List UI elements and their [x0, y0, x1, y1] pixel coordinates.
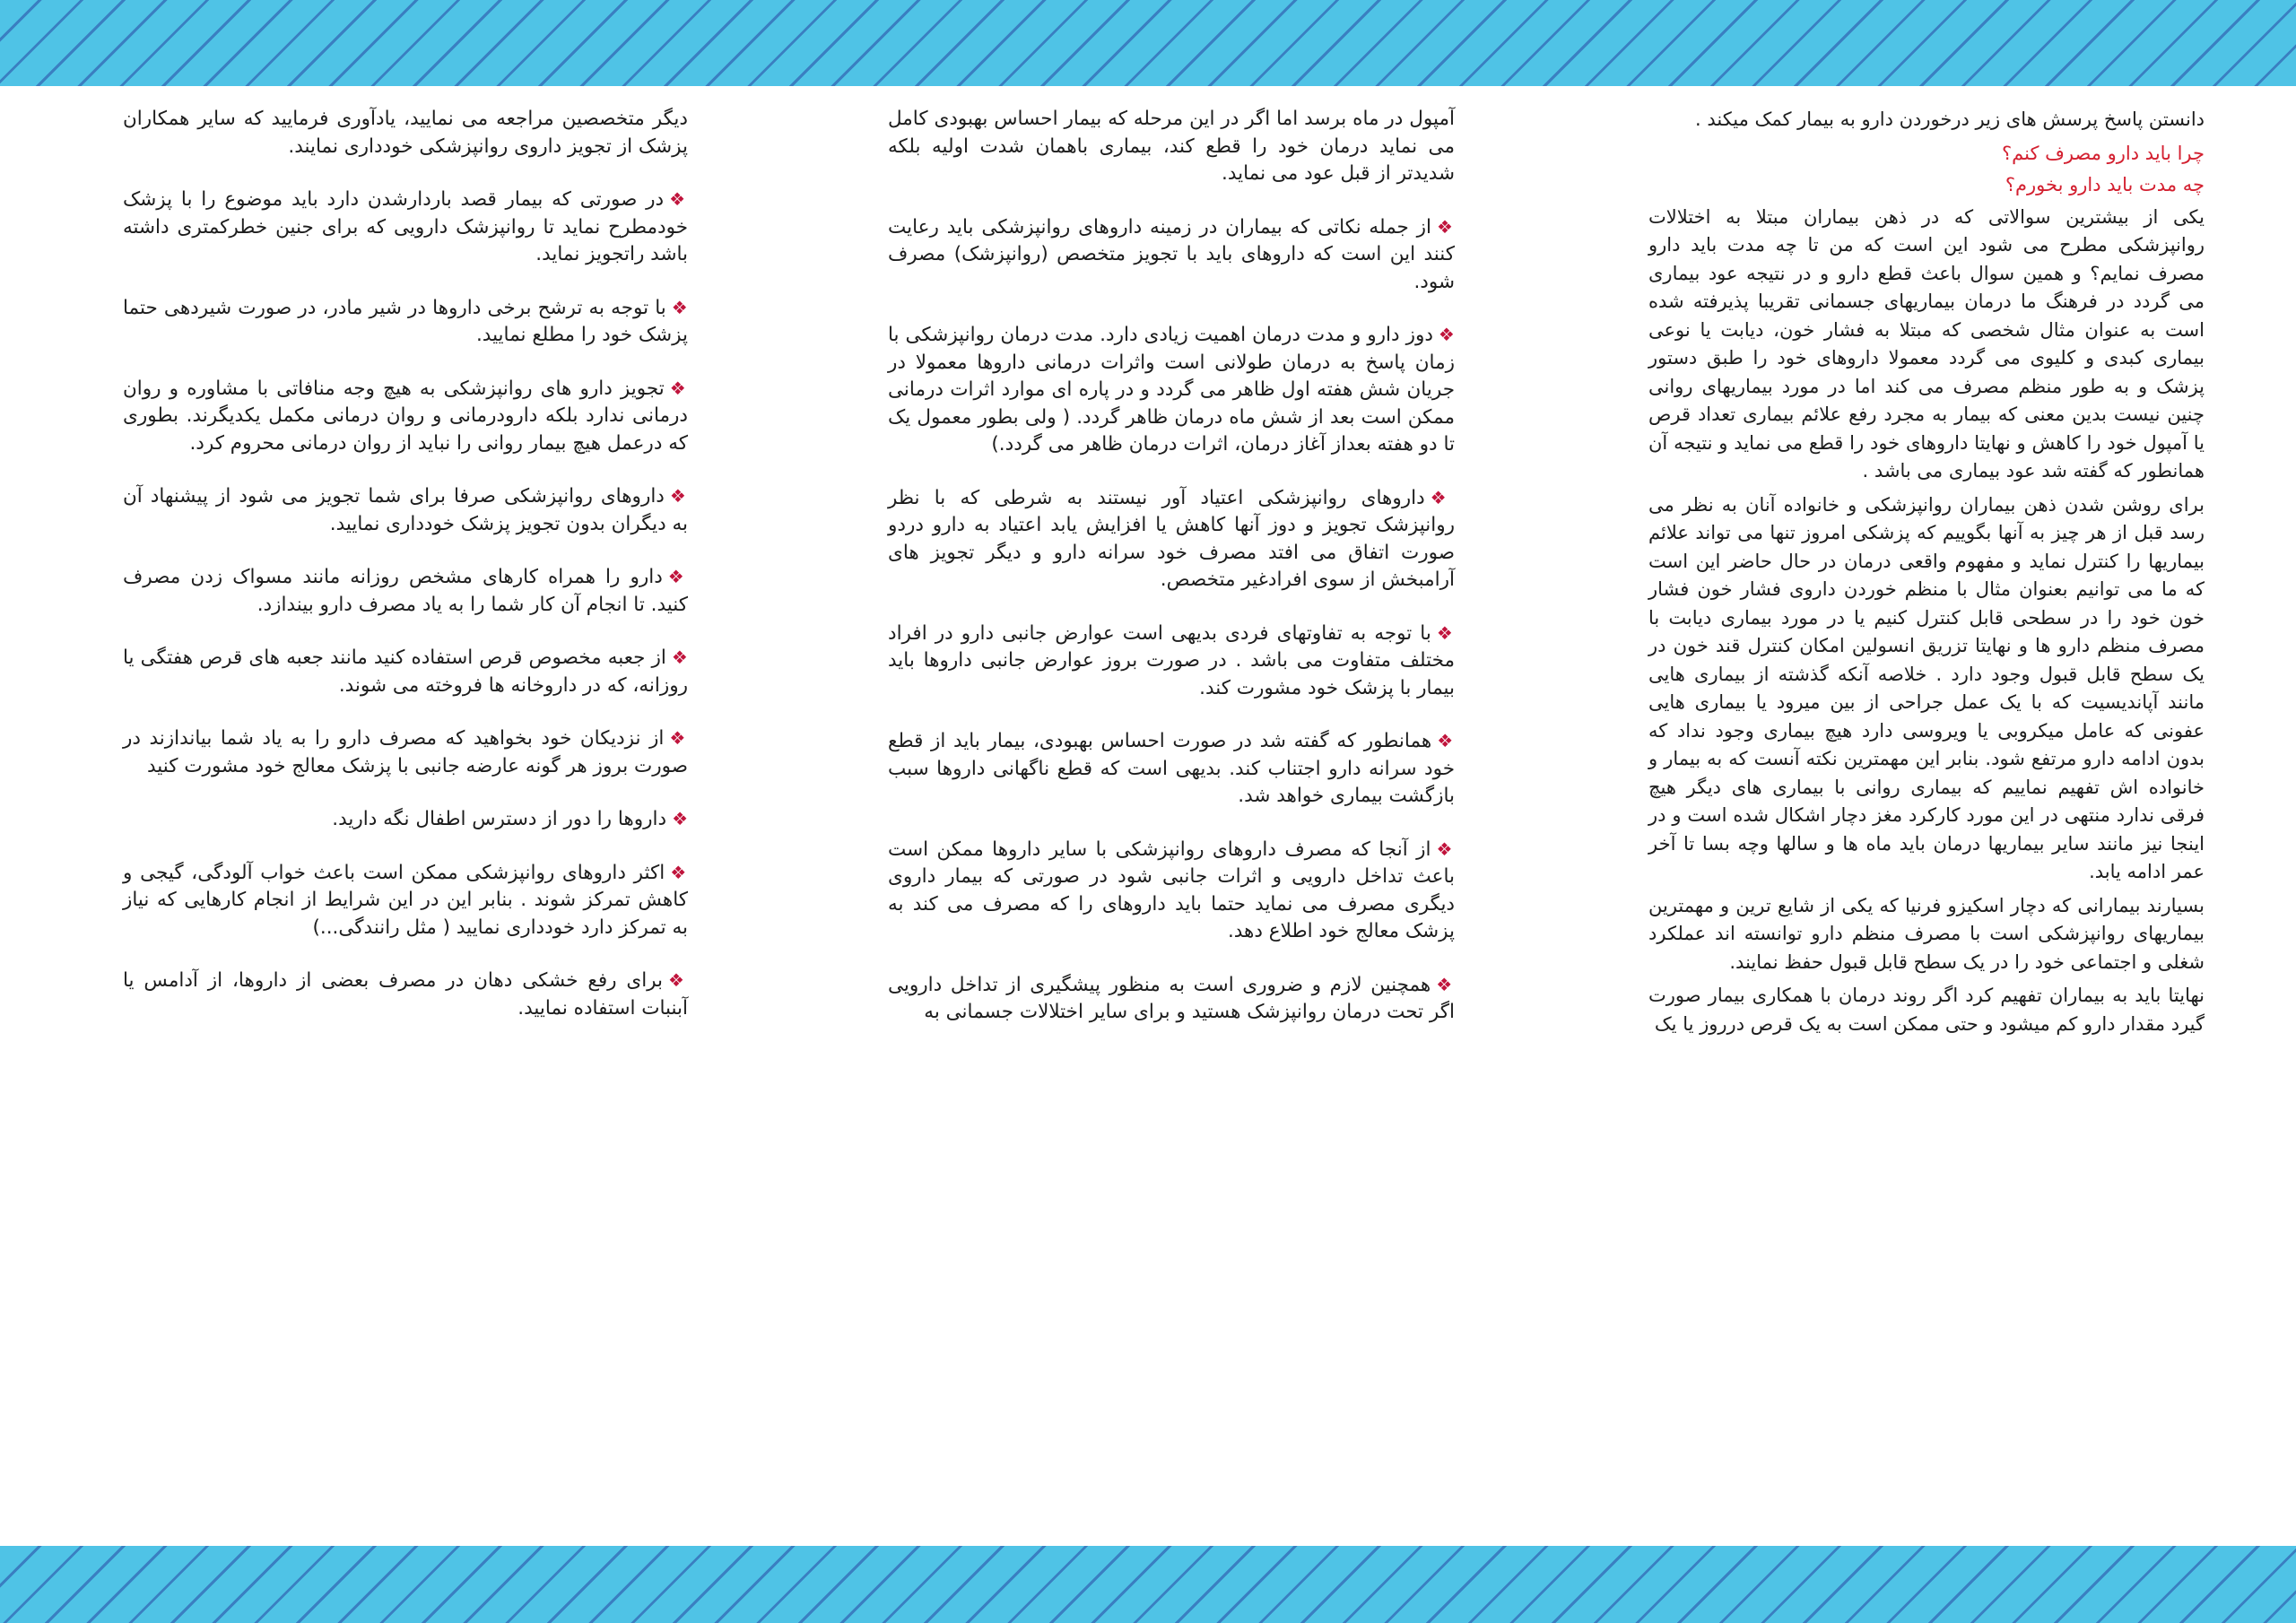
column-right	[1648, 106, 2205, 1044]
bullet-item	[123, 644, 688, 699]
bullet-item	[888, 321, 1455, 459]
bullet-item	[123, 294, 688, 350]
top-striped-band	[0, 0, 2296, 86]
diamond-bullet-icon: ❖	[1437, 215, 1455, 238]
bullet-text: از نزدیکان خود بخواهید که مصرف دارو را به یاد شما بیاندازند در صورت بروز هر گونه عارضه جانبی با پزشک معالج خود مشورت کنید	[123, 727, 688, 777]
bullet-text: دارو را همراه کارهای مشخص روزانه مانند مسواک زدن مصرف کنید. تا انجام آن کار شما را به یاد مصرف دارو بیندازد.	[123, 566, 688, 616]
bullet-text: با توجه به ترشح برخی داروها در شیر مادر، در صورت شیردهی حتما پزشک خود را مطلع نمایید.	[123, 296, 688, 346]
column-middle	[888, 106, 1455, 1052]
bullet-item	[123, 482, 688, 538]
diamond-bullet-icon: ❖	[671, 647, 688, 668]
diamond-bullet-icon: ❖	[1438, 324, 1455, 345]
bullet-item	[123, 186, 688, 269]
bullet-text: در صورتی که بیمار قصد باردارشدن دارد باید موضوع را با پزشک خودمطرح نماید تا روانپزشک دارویی که برای جنین خطرکمتری داشته باشد راتجویز نماید.	[123, 188, 688, 265]
bullet-item	[123, 725, 688, 780]
bullet-item	[123, 375, 688, 458]
bullet-item	[888, 213, 1455, 297]
diamond-bullet-icon: ❖	[1436, 838, 1455, 860]
column-left	[123, 106, 688, 1047]
bullet-text: داروهای روانپزشکی صرفا برای شما تجویز می شود از پیشنهاد آن به دیگران بدون تجویز پزشک خودداری نمایید.	[123, 485, 688, 535]
bullet-text: تجویز دارو های روانپزشکی به هیچ وجه منافاتی با مشاوره و روان درمانی ندارد بلکه دارودرمانی و روان درمانی مکمل یکدیگرند. بطوری که درعمل هیچ بیمار روانی را نباید از روان درمانی محروم کرد.	[123, 377, 688, 455]
bullet-text: از جعبه مخصوص قرص استفاده کنید مانند جعبه های قرص هفتگی یا روزانه، که در داروخانه ها فروخته می شوند.	[123, 647, 688, 697]
bullet-text: همچنین لازم و ضروری است به منظور پیشگیری از تداخل دارویی اگر تحت درمان روانپزشک هستید و برای سایر اختلالات جسمانی به	[888, 973, 1455, 1023]
diamond-bullet-icon: ❖	[669, 485, 688, 507]
intro-text: دانستن پاسخ پرسش های زیر درخوردن دارو به بیمار کمک میکند .	[1694, 108, 2205, 130]
diamond-bullet-icon: ❖	[671, 296, 688, 318]
bottom-striped-band	[0, 1546, 2296, 1623]
bullet-text: داروهای روانپزشکی اعتیاد آور نیستند به شرطی که با نظر روانپزشک تجویز و دوز آنها کاهش یا افزایش یابد اعتیاد به دارو دردو صورت اتفاق می افتد مصرف خود سرانه دارو و دیگر تجویز های آرامبخش از سوی افرادغیر متخصص.	[888, 486, 1455, 591]
paragraph: برای روشن شدن ذهن بیماران روانپزشکی و خانواده آنان به نظر می رسد قبل از هر چیز به آنها بگوییم که پزشکی امروز تنها می تواند علائم بیماریها را کنترل نماید و مفهوم واقعی درمان در حال حاضر این است که ما می توانیم بعنوان مثال با منظم خوردن داروی فشار خون فشار خون خود را در سطحی قابل کنترل کنیم یا در مورد بیماری دیابت با مصرف منظم دارو ها و نهایتا تزریق انسولین امکان کنترل قند خون در یک سطح قابل قبول وجود دارد . خلاصه آنکه گذشته از بیماری هایی مانند آپاندیسیت که با یک عمل جراحی از بین میرود یا بیماری هایی عفونی که عامل میکروبی یا ویروسی دارد هیچ بیماری وجود نداد که بدون ادامه دارو مرتفع شود. بنابر این مهمترین نکته آنست که به بیمار و خانواده اش تفهیم نماییم که بیماری روانی با بیماری های دیگر هیچ فرقی ندارد منتهی در این مورد کارکرد مغز دچار اشکال شده است و در اینجا نیز مانند سایر بیماریها درمان باید ماه ها و سالها وچه بسا تا آخر عمر ادامه یابد.	[1648, 493, 2205, 882]
paragraph: یکی از بیشترین سوالاتی که در ذهن بیماران مبتلا به اختلالات روانپزشکی مطرح می شود این است که من تا چه مدت باید دارو مصرف نمایم؟ و همین سوال باعث قطع دارو و در نتیجه عود بیماری می گردد در فرهنگ ما درمان بیماریهای جسمانی تقریبا پذیرفته شده است به عنوان مثال شخصی که مبتلا به فشار خون، دیابت یا نوعی بیماری کبدی و کلیوی می گردد معمولا داروهای خود را طبق دستور پزشک و به طور منظم مصرف می کند اما در مورد بیماریهای روانی چنین نیست بدین معنی که بیمار به مجرد رفع علائم بیماری تعداد قرص یا آمپول خود را کاهش و نهایتا داروهای خود را قطع می نماید و نتیجه آن همانطور که گفته شد عود بیماری می باشد .	[1648, 205, 2205, 482]
diamond-bullet-icon: ❖	[669, 727, 688, 749]
bullet-item	[888, 484, 1455, 595]
diamond-bullet-icon: ❖	[1436, 973, 1455, 995]
bullet-item	[888, 727, 1455, 811]
paragraph: بسیارند بیمارانی که دچار اسکیزو فرنیا که یکی از شایع ترین و مهمترین بیماریهای روانپزشکی است با مصرف منظم دارو توانسته اند عملکرد شغلی و اجتماعی خود را در یک سطح قابل قبول حفظ نمایند.	[1648, 894, 2205, 973]
paragraph: آمپول در ماه برسد اما اگر در این مرحله که بیمار احساس بهبودی کامل می نماید درمان خود را قطع کند، بیماری باهمان شدت اولیه بلکه شدیدتر از قبل عود می نماید.	[888, 108, 1455, 185]
bullet-item	[888, 971, 1455, 1027]
bullet-text: از آنجا که مصرف داروهای روانپزشکی با سایر داروها ممکن است باعث تداخل دارویی و اثرات جانبی شود در صورتی که بیمار داروی دیگری مصرف می نماید حتما باید داروهای را که مصرف می کند به پزشک معالج خود اطلاع دهد.	[888, 838, 1455, 942]
bullet-item	[123, 805, 688, 834]
question-heading-1: چرا باید دارو مصرف کنم؟	[2002, 142, 2205, 164]
bullet-text: برای رفع خشکی دهان در مصرف بعضی از داروها، از آدامس یا آبنبات استفاده نمایید.	[123, 969, 688, 1020]
bullet-item	[888, 836, 1455, 946]
bullet-text: اکثر داروهای روانپزشکی ممکن است باعث خواب آلودگی، گیجی و کاهش تمرکز شوند . بنابر این در این شرایط از انجام کارهایی که نیاز به تمرکز دارد خودداری نمایید ( مثل رانندگی...)	[123, 861, 688, 939]
paragraph: نهایتا باید به بیماران تفهیم کرد اگر روند درمان با همکاری بیمار صورت گیرد مقدار دارو کم میشود و حتی ممکن است به یک قرص درروز یا یک	[1648, 985, 2205, 1035]
bullet-item	[123, 563, 688, 619]
diamond-bullet-icon: ❖	[1430, 486, 1455, 508]
bullet-item	[123, 859, 688, 942]
bullet-item	[888, 620, 1455, 703]
diamond-bullet-icon: ❖	[670, 861, 688, 883]
question-heading-2: چه مدت باید دارو بخورم؟	[2005, 174, 2205, 195]
diamond-bullet-icon: ❖	[1437, 730, 1455, 751]
diamond-bullet-icon: ❖	[667, 566, 688, 587]
bullet-text: داروها را دور از دسترس اطفال نگه دارید.	[332, 808, 667, 830]
bullet-text: با توجه به تفاوتهای فردی بدیهی است عوارض جانبی دارو در افراد مختلف متفاوت می باشد . در صورت بروز عوارض جانبی داروها باید بیمار با پزشک خود مشورت کند.	[888, 621, 1455, 699]
diamond-bullet-icon: ❖	[668, 969, 688, 991]
paragraph: دیگر متخصصین مراجعه می نمایید، یادآوری فرمایید که سایر همکاران پزشک از تجویز داروی روانپزشکی خودداری نمایند.	[123, 108, 688, 158]
bullet-text: همانطور که گفته شد در صورت احساس بهبودی، بیمار باید از قطع خود سرانه دارو اجتناب کند. بدیهی است که قطع ناگهانی داروها سبب بازگشت بیماری خواهد شد.	[888, 730, 1455, 807]
bullet-text: از جمله نکاتی که بیماران در زمینه داروهای روانپزشکی باید رعایت کنند این است که داروهای باید با تجویز متخصص (روانپزشک) مصرف شود.	[888, 215, 1455, 293]
diamond-bullet-icon: ❖	[669, 377, 689, 399]
diamond-bullet-icon: ❖	[672, 808, 688, 829]
diamond-bullet-icon: ❖	[669, 188, 688, 210]
bullet-item	[123, 967, 688, 1022]
bullet-text: دوز دارو و مدت درمان اهمیت زیادی دارد. مدت درمان روانپزشکی با زمان پاسخ به درمان طولانی است واثرات درمانی داروها معمولا در جریان شش هفته اول ظاهر می گردد و در پاره ای موارد اثرات درمانی ممکن است بعد از شش ماه درمان ظاهر گردد. ( ولی بطور معمول یک تا دو هفته بعداز آغاز درمان، اثرات درمان ظاهر می گردد.)	[888, 324, 1455, 456]
diamond-bullet-icon: ❖	[1436, 621, 1455, 644]
